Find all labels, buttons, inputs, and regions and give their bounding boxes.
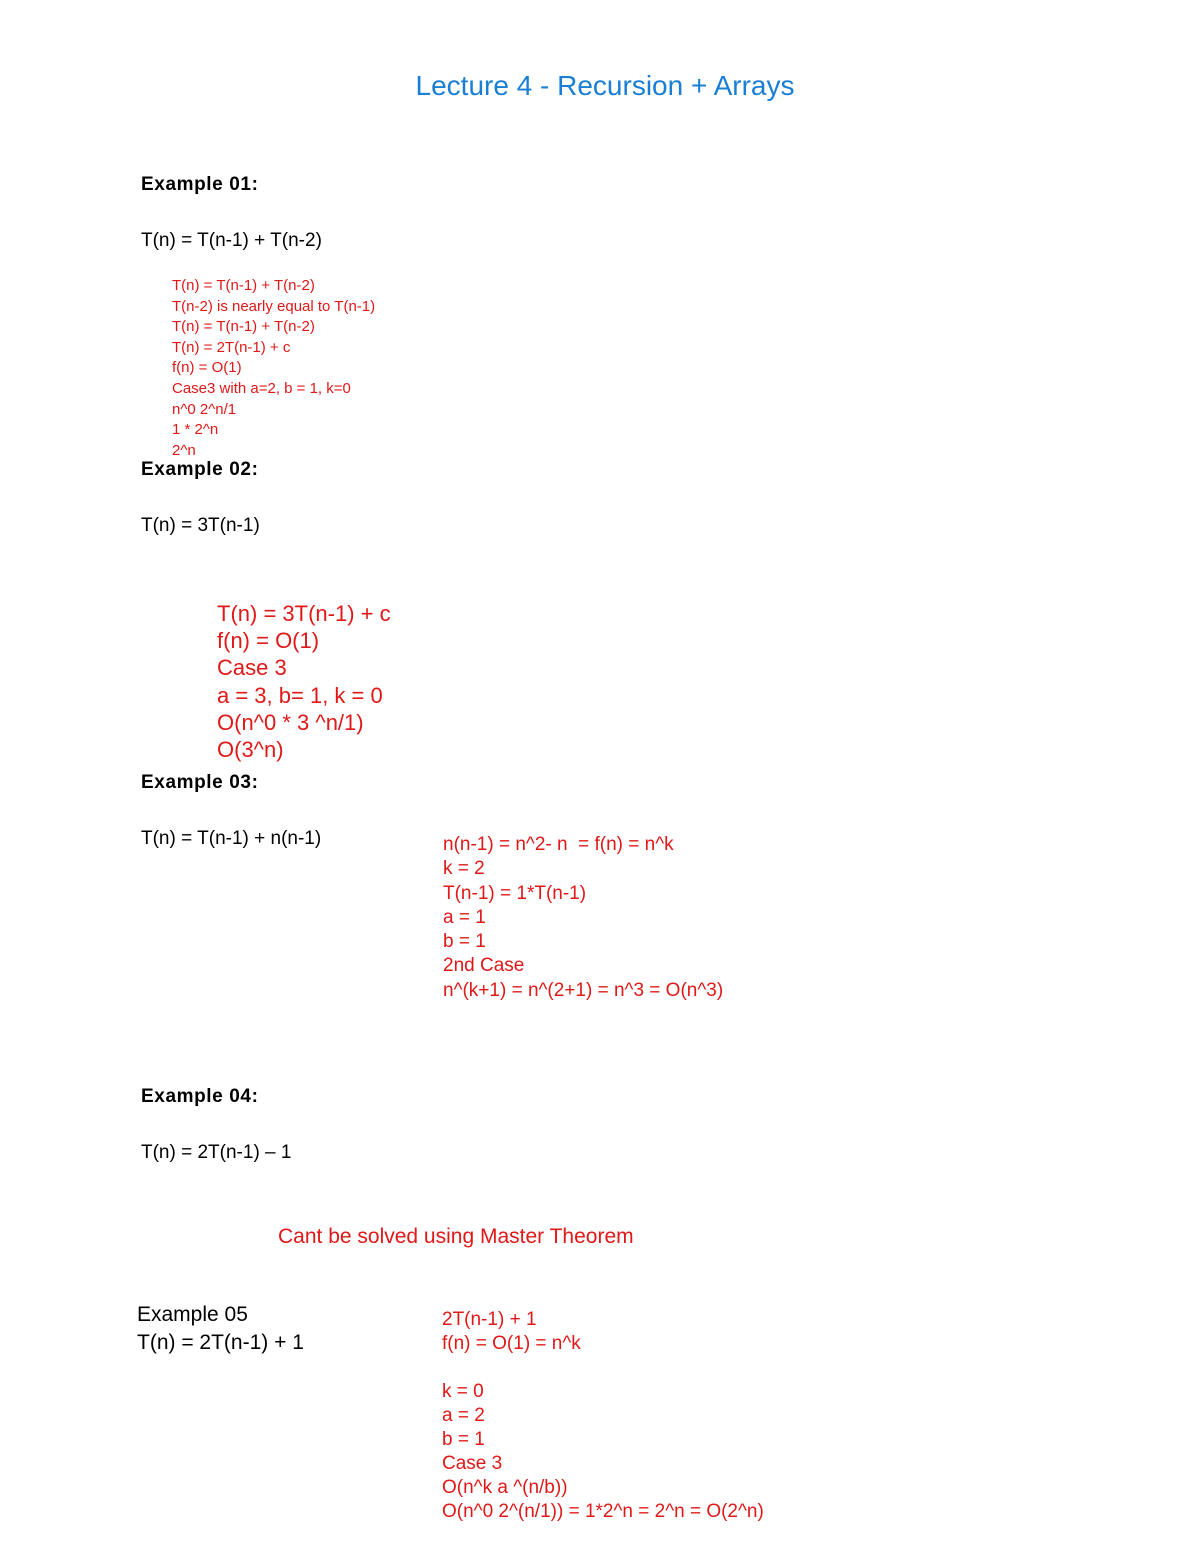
example-01-equation: T(n) = T(n-1) + T(n-2)	[141, 230, 322, 251]
note-line: O(n^0 * 3 ^n/1)	[217, 709, 364, 735]
example-03-heading: Example 03:	[141, 772, 259, 793]
example-05-notes	[442, 1308, 764, 1524]
note-line: T(n) = T(n-1) + T(n-2)	[172, 277, 315, 294]
note-line: f(n) = O(1) = n^k	[442, 1333, 581, 1354]
example-03-equation: T(n) = T(n-1) + n(n-1)	[141, 828, 322, 849]
example-05-equation: T(n) = 2T(n-1) + 1	[137, 1331, 304, 1354]
example-03-notes	[443, 833, 723, 1003]
note-line: n^0 2^n/1	[172, 400, 237, 418]
example-04-note: Cant be solved using Master Theorem	[278, 1225, 634, 1248]
note-line: Case 3	[442, 1453, 503, 1474]
note-line: 2T(n-1) + 1	[442, 1309, 537, 1330]
note-line: 1 * 2^n	[172, 421, 219, 439]
example-01-heading: Example 01:	[141, 174, 259, 195]
note-line: k = 0	[442, 1381, 484, 1402]
example-02-notes	[217, 600, 391, 763]
example-02-equation: T(n) = 3T(n-1)	[141, 515, 260, 536]
note-line: T(n) = T(n-1) + T(n-2)	[172, 318, 315, 336]
example-01-notes	[172, 276, 375, 461]
note-line: T(n-2) is nearly equal to T(n-1)	[172, 297, 376, 315]
example-02-heading: Example 02:	[141, 459, 259, 480]
note-line: b = 1	[443, 931, 486, 953]
note-line: f(n) = O(1)	[217, 628, 320, 654]
note-line: 2nd Case	[443, 955, 525, 977]
note-line: f(n) = O(1)	[172, 359, 242, 377]
note-line: k = 2	[443, 858, 485, 880]
example-04-equation: T(n) = 2T(n-1) – 1	[141, 1142, 292, 1163]
note-line: Case 3	[217, 655, 287, 681]
example-04-heading: Example 04:	[141, 1086, 259, 1107]
note-line: b = 1	[442, 1429, 485, 1450]
note-line: T(n) = 2T(n-1) + c	[172, 338, 291, 356]
note-line: Case3 with a=2, b = 1, k=0	[172, 379, 351, 397]
note-line: n^(k+1) = n^(2+1) = n^3 = O(n^3)	[443, 979, 724, 1001]
note-line	[442, 1356, 764, 1380]
note-line: O(n^0 2^(n/1)) = 1*2^n = 2^n = O(2^n)	[442, 1501, 764, 1522]
note-line: O(3^n)	[217, 737, 284, 763]
note-line: a = 2	[442, 1405, 485, 1426]
note-line: T(n) = 3T(n-1) + c	[217, 601, 391, 626]
page-title: Lecture 4 - Recursion + Arrays	[415, 70, 795, 101]
example-05-heading: Example 05	[137, 1303, 248, 1326]
note-line: 2^n	[172, 441, 196, 459]
note-line: a = 3, b= 1, k = 0	[217, 682, 383, 708]
note-line: T(n-1) = 1*T(n-1)	[443, 882, 587, 904]
note-line: O(n^k a ^(n/b))	[442, 1477, 568, 1498]
note-line: n(n-1) = n^2- n = f(n) = n^k	[443, 834, 674, 855]
note-line: a = 1	[443, 906, 486, 928]
